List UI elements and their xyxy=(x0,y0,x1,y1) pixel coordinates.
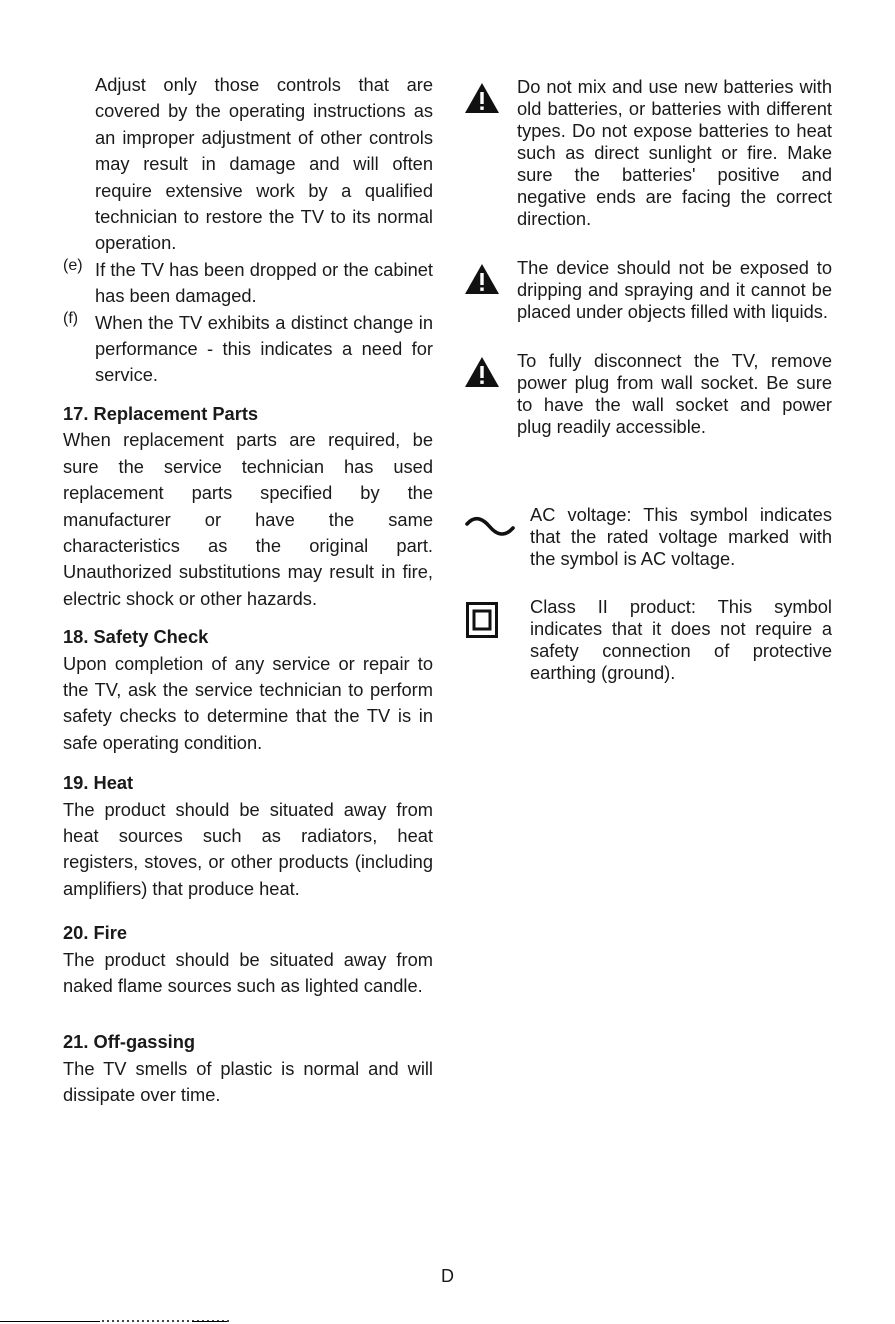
section-body: The TV smells of plastic is normal and will dissipate over time. xyxy=(63,1057,433,1106)
ac-voltage-symbol-note xyxy=(462,504,832,570)
disconnect-warning xyxy=(462,350,832,438)
right-column xyxy=(462,76,832,684)
battery-warning xyxy=(462,76,832,230)
liquid-warning xyxy=(462,257,832,323)
section-fire xyxy=(63,920,433,999)
list-label-f: (f) xyxy=(63,309,79,327)
page-number: D xyxy=(441,1266,454,1286)
warning-text: To fully disconnect the TV, remove power plug from wall socket. Be sure to have the wall socket and power plug readily accessible. xyxy=(517,350,832,437)
class-ii-symbol-note xyxy=(462,596,832,684)
list-text-e: If the TV has been dropped or the cabinet has been damaged. xyxy=(95,258,433,307)
section-heading: 20. Fire xyxy=(63,922,128,944)
warning-triangle-icon xyxy=(464,356,500,388)
section-safety-check xyxy=(63,624,433,756)
list-item-f xyxy=(63,310,433,389)
warning-text: Do not mix and use new batteries with old batteries, or batteries with different types. Do not expose batteries to heat such as direct sunlight or fire. Make sure the batteries' positive and negative ends are facing the correct direction. xyxy=(517,76,832,229)
section-heat xyxy=(63,770,433,902)
symbol-text: AC voltage: This symbol indicates that the rated voltage marked with the symbol is AC voltage. xyxy=(530,504,832,569)
section-heading: 19. Heat xyxy=(63,772,134,794)
section-off-gassing xyxy=(63,1029,433,1108)
section-body: The product should be situated away from heat sources such as radiators, heat registers, stoves, or other products (including amplifiers) that produce heat. xyxy=(63,798,433,899)
warning-text: The device should not be exposed to dripping and spraying and it cannot be placed under objects filled with liquids. xyxy=(517,257,832,322)
section-body: Upon completion of any service or repair to the TV, ask the service technician to perform safety checks to determine that the TV is in safe operating condition. xyxy=(63,652,433,753)
footer-rule xyxy=(0,1321,100,1322)
class-ii-icon xyxy=(466,602,498,638)
warning-triangle-icon xyxy=(464,263,500,295)
left-column xyxy=(63,72,433,1109)
list-item-e xyxy=(63,257,433,310)
list-text-f: When the TV exhibits a distinct change in performance - this indicates a need for service. xyxy=(95,311,433,386)
footer-dash-rule xyxy=(192,1321,227,1322)
symbol-text: Class II product: This symbol indicates that it does not require a safety connection of protective earthing (ground). xyxy=(530,596,832,683)
section-heading: 18. Safety Check xyxy=(63,626,209,648)
section-body: The product should be situated away from naked flame sources such as lighted candle. xyxy=(63,948,433,996)
section-replacement-parts xyxy=(63,401,433,612)
ac-voltage-icon xyxy=(464,516,516,538)
intro-paragraph: Adjust only those controls that are covered by the operating instructions as an improper adjustment of other controls may result in damage and will often require extensive work by a qualified technician to restore the TV to its normal operation. xyxy=(95,74,433,254)
section-heading: 21. Off-gassing xyxy=(63,1031,196,1053)
section-heading: 17. Replacement Parts xyxy=(63,402,259,424)
section-body: When replacement parts are required, be sure the service technician has used replacement parts specified by the manufacturer or have the same characteristics as the original part. Unauthorized substitutions may result in fire, electric shock or other hazards. xyxy=(63,429,433,609)
list-label-e: (e) xyxy=(63,256,83,274)
warning-triangle-icon xyxy=(464,82,500,114)
